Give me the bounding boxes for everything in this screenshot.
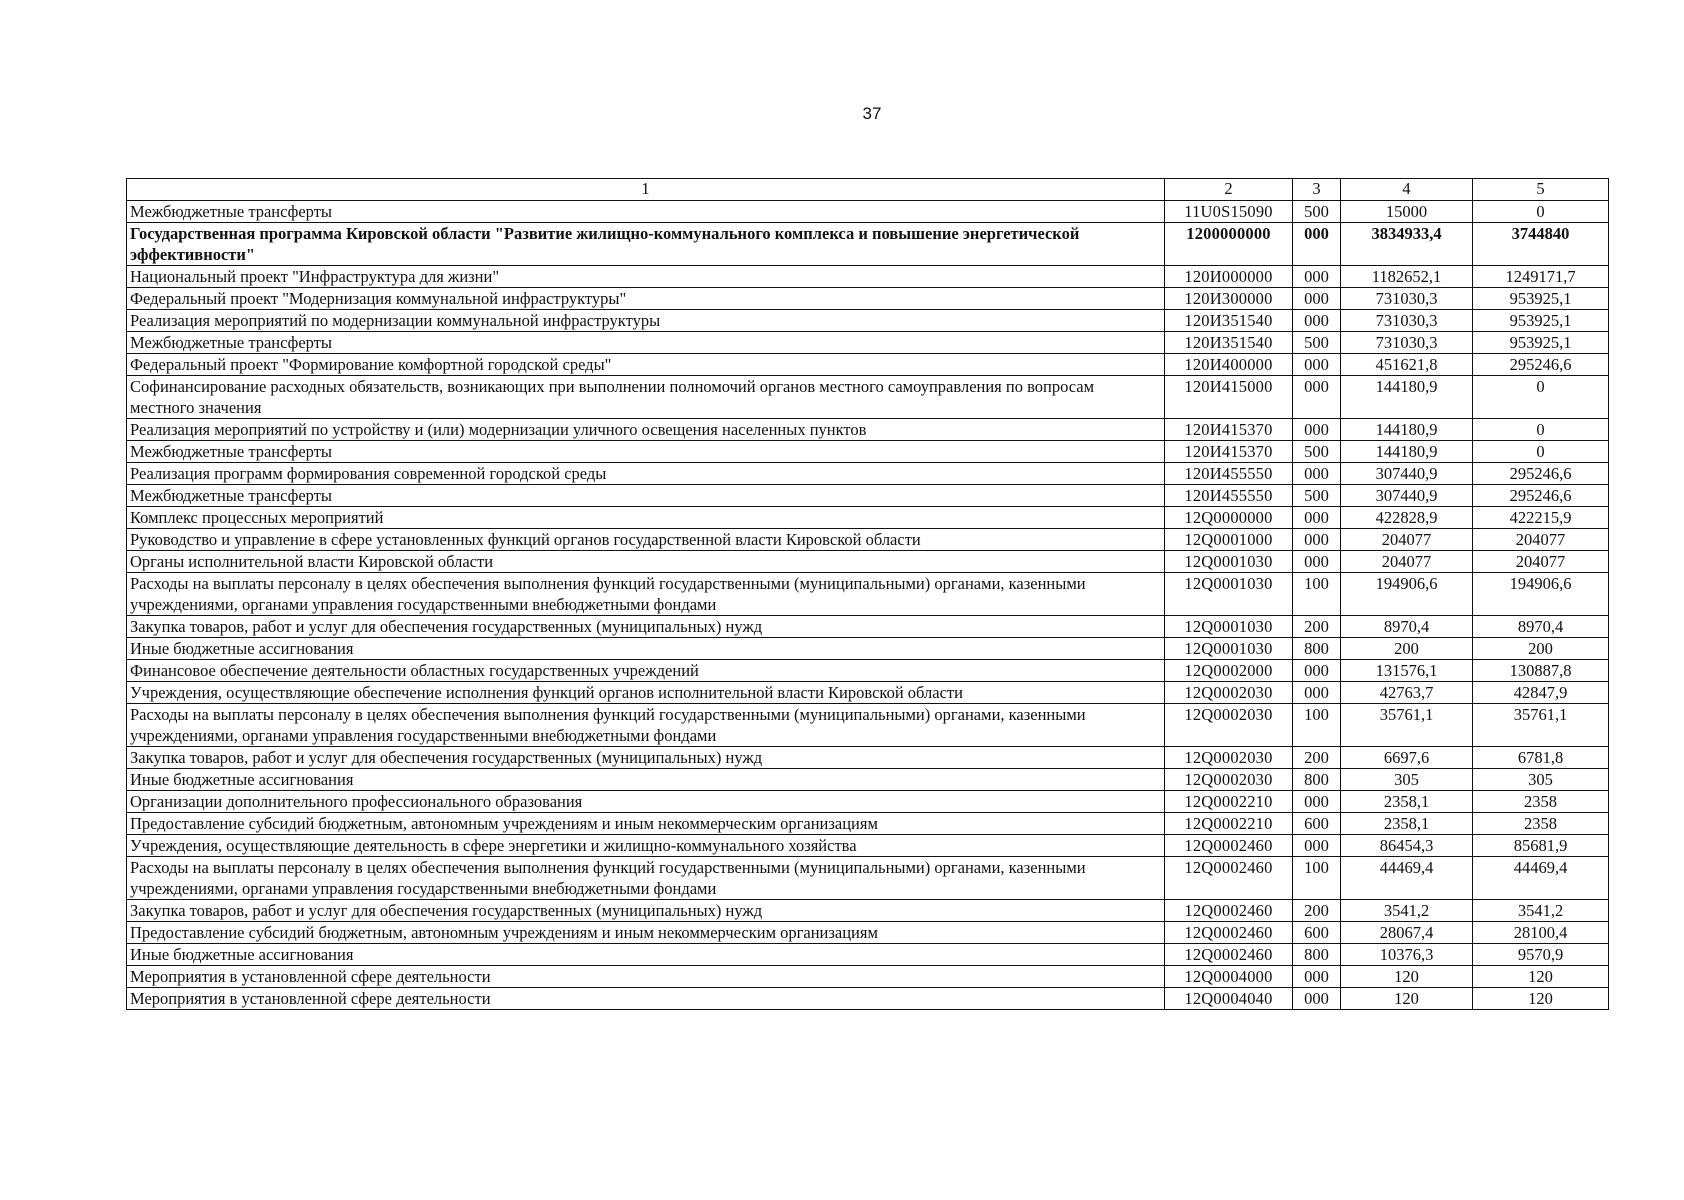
row-name-cell: Иные бюджетные ассигнования [127, 944, 1165, 966]
row-code-cell: 12Q0002460 [1165, 944, 1293, 966]
table-row [127, 704, 1609, 747]
row-value-col4-cell: 3834933,4 [1341, 223, 1473, 266]
row-code-cell: 120И455550 [1165, 485, 1293, 507]
row-kind-cell: 000 [1293, 266, 1341, 288]
row-code-cell: 12Q0001000 [1165, 529, 1293, 551]
row-value-col5-cell: 2358 [1473, 791, 1609, 813]
row-value-col4-cell: 731030,3 [1341, 288, 1473, 310]
row-kind-cell: 800 [1293, 638, 1341, 660]
table-row [127, 551, 1609, 573]
row-value-col4-cell: 731030,3 [1341, 332, 1473, 354]
row-value-col4-cell: 35761,1 [1341, 704, 1473, 747]
row-name-cell: Предоставление субсидий бюджетным, автономным учреждениям и иным некоммерческим организациям [127, 813, 1165, 835]
row-kind-cell: 000 [1293, 966, 1341, 988]
row-name-cell: Расходы на выплаты персоналу в целях обеспечения выполнения функций государственными (муниципальными) органами, казенными учреждениями, органами управления государственными внебюджетными фондами [127, 704, 1165, 747]
row-code-cell: 12Q0002460 [1165, 922, 1293, 944]
row-value-col5-cell: 2358 [1473, 813, 1609, 835]
row-value-col5-cell: 295246,6 [1473, 354, 1609, 376]
row-kind-cell: 000 [1293, 660, 1341, 682]
row-value-col4-cell: 204077 [1341, 551, 1473, 573]
row-kind-cell: 000 [1293, 551, 1341, 573]
row-code-cell: 120И415000 [1165, 376, 1293, 419]
table-row [127, 638, 1609, 660]
row-kind-cell: 000 [1293, 310, 1341, 332]
row-value-col4-cell: 15000 [1341, 201, 1473, 223]
row-value-col5-cell: 0 [1473, 201, 1609, 223]
row-name-cell: Софинансирование расходных обязательств, возникающих при выполнении полномочий органов местного самоуправления по вопросам местного значения [127, 376, 1165, 419]
row-value-col5-cell: 3744840 [1473, 223, 1609, 266]
row-value-col5-cell: 130887,8 [1473, 660, 1609, 682]
row-value-col4-cell: 131576,1 [1341, 660, 1473, 682]
table-row [127, 791, 1609, 813]
row-value-col4-cell: 144180,9 [1341, 441, 1473, 463]
row-code-cell: 12Q0002210 [1165, 791, 1293, 813]
row-value-col5-cell: 1249171,7 [1473, 266, 1609, 288]
row-kind-cell: 100 [1293, 573, 1341, 616]
row-name-cell: Федеральный проект "Модернизация коммунальной инфраструктуры" [127, 288, 1165, 310]
row-code-cell: 12Q0002460 [1165, 857, 1293, 900]
row-value-col4-cell: 307440,9 [1341, 485, 1473, 507]
row-kind-cell: 600 [1293, 813, 1341, 835]
row-code-cell: 12Q0004040 [1165, 988, 1293, 1010]
row-value-col5-cell: 85681,9 [1473, 835, 1609, 857]
row-value-col4-cell: 307440,9 [1341, 463, 1473, 485]
row-value-col4-cell: 422828,9 [1341, 507, 1473, 529]
row-value-col4-cell: 144180,9 [1341, 376, 1473, 419]
row-value-col5-cell: 295246,6 [1473, 485, 1609, 507]
row-value-col4-cell: 44469,4 [1341, 857, 1473, 900]
row-code-cell: 12Q0000000 [1165, 507, 1293, 529]
row-kind-cell: 000 [1293, 507, 1341, 529]
row-code-cell: 12Q0002030 [1165, 747, 1293, 769]
row-kind-cell: 200 [1293, 900, 1341, 922]
row-name-cell: Предоставление субсидий бюджетным, автономным учреждениям и иным некоммерческим организациям [127, 922, 1165, 944]
row-name-cell: Межбюджетные трансферты [127, 332, 1165, 354]
table-row [127, 201, 1609, 223]
row-value-col5-cell: 953925,1 [1473, 288, 1609, 310]
row-value-col4-cell: 86454,3 [1341, 835, 1473, 857]
row-value-col4-cell: 3541,2 [1341, 900, 1473, 922]
row-name-cell: Комплекс процессных мероприятий [127, 507, 1165, 529]
row-name-cell: Учреждения, осуществляющие обеспечение исполнения функций органов исполнительной власти Кировской области [127, 682, 1165, 704]
row-name-cell: Межбюджетные трансферты [127, 485, 1165, 507]
row-value-col4-cell: 204077 [1341, 529, 1473, 551]
table-row [127, 310, 1609, 332]
row-name-cell: Учреждения, осуществляющие деятельность в сфере энергетики и жилищно-коммунального хозяйства [127, 835, 1165, 857]
row-value-col5-cell: 120 [1473, 988, 1609, 1010]
row-kind-cell: 000 [1293, 988, 1341, 1010]
row-value-col5-cell: 204077 [1473, 529, 1609, 551]
row-value-col5-cell: 422215,9 [1473, 507, 1609, 529]
row-value-col5-cell: 6781,8 [1473, 747, 1609, 769]
table-row [127, 223, 1609, 266]
row-name-cell: Закупка товаров, работ и услуг для обеспечения государственных (муниципальных) нужд [127, 747, 1165, 769]
row-value-col5-cell: 953925,1 [1473, 310, 1609, 332]
row-name-cell: Финансовое обеспечение деятельности областных государственных учреждений [127, 660, 1165, 682]
row-value-col5-cell: 35761,1 [1473, 704, 1609, 747]
row-kind-cell: 200 [1293, 747, 1341, 769]
table-row [127, 507, 1609, 529]
row-value-col4-cell: 8970,4 [1341, 616, 1473, 638]
header-col-3: 3 [1293, 179, 1341, 201]
row-name-cell: Органы исполнительной власти Кировской области [127, 551, 1165, 573]
row-code-cell: 12Q0002210 [1165, 813, 1293, 835]
table-row [127, 266, 1609, 288]
table-row [127, 376, 1609, 419]
row-code-cell: 120И300000 [1165, 288, 1293, 310]
table-row [127, 288, 1609, 310]
row-value-col5-cell: 200 [1473, 638, 1609, 660]
row-code-cell: 12Q0002460 [1165, 900, 1293, 922]
row-code-cell: 120И400000 [1165, 354, 1293, 376]
row-kind-cell: 500 [1293, 332, 1341, 354]
row-kind-cell: 100 [1293, 704, 1341, 747]
row-value-col5-cell: 204077 [1473, 551, 1609, 573]
row-kind-cell: 000 [1293, 419, 1341, 441]
row-kind-cell: 600 [1293, 922, 1341, 944]
row-kind-cell: 000 [1293, 463, 1341, 485]
row-name-cell: Мероприятия в установленной сфере деятельности [127, 966, 1165, 988]
row-value-col5-cell: 305 [1473, 769, 1609, 791]
row-code-cell: 12Q0002000 [1165, 660, 1293, 682]
row-name-cell: Федеральный проект "Формирование комфортной городской среды" [127, 354, 1165, 376]
row-kind-cell: 200 [1293, 616, 1341, 638]
row-value-col5-cell: 42847,9 [1473, 682, 1609, 704]
row-value-col5-cell: 194906,6 [1473, 573, 1609, 616]
row-value-col4-cell: 1182652,1 [1341, 266, 1473, 288]
row-code-cell: 12Q0001030 [1165, 616, 1293, 638]
table-body [127, 201, 1609, 1010]
row-value-col4-cell: 120 [1341, 966, 1473, 988]
table-row [127, 966, 1609, 988]
table-row [127, 573, 1609, 616]
row-name-cell: Реализация мероприятий по устройству и (или) модернизации уличного освещения населенных пунктов [127, 419, 1165, 441]
row-value-col4-cell: 10376,3 [1341, 944, 1473, 966]
row-value-col5-cell: 0 [1473, 441, 1609, 463]
row-code-cell: 12Q0004000 [1165, 966, 1293, 988]
table-row [127, 922, 1609, 944]
table-row [127, 529, 1609, 551]
row-kind-cell: 000 [1293, 376, 1341, 419]
row-code-cell: 120И000000 [1165, 266, 1293, 288]
row-value-col5-cell: 953925,1 [1473, 332, 1609, 354]
row-name-cell: Межбюджетные трансферты [127, 441, 1165, 463]
row-kind-cell: 000 [1293, 835, 1341, 857]
row-value-col4-cell: 2358,1 [1341, 791, 1473, 813]
row-value-col4-cell: 144180,9 [1341, 419, 1473, 441]
row-code-cell: 12Q0001030 [1165, 573, 1293, 616]
row-value-col5-cell: 0 [1473, 376, 1609, 419]
row-name-cell: Иные бюджетные ассигнования [127, 638, 1165, 660]
row-value-col5-cell: 8970,4 [1473, 616, 1609, 638]
table-row [127, 354, 1609, 376]
row-value-col5-cell: 295246,6 [1473, 463, 1609, 485]
table-row [127, 769, 1609, 791]
page-number: 37 [862, 104, 882, 123]
row-name-cell: Иные бюджетные ассигнования [127, 769, 1165, 791]
row-kind-cell: 000 [1293, 682, 1341, 704]
row-value-col5-cell: 120 [1473, 966, 1609, 988]
table-row [127, 857, 1609, 900]
row-code-cell: 12Q0002030 [1165, 682, 1293, 704]
row-name-cell: Расходы на выплаты персоналу в целях обеспечения выполнения функций государственными (муниципальными) органами, казенными учреждениями, органами управления государственными внебюджетными фондами [127, 573, 1165, 616]
table-row [127, 332, 1609, 354]
row-code-cell: 12Q0002030 [1165, 769, 1293, 791]
row-code-cell: 12Q0002460 [1165, 835, 1293, 857]
row-name-cell: Межбюджетные трансферты [127, 201, 1165, 223]
table-row [127, 813, 1609, 835]
budget-table [126, 178, 1609, 1010]
table-row [127, 419, 1609, 441]
row-value-col4-cell: 120 [1341, 988, 1473, 1010]
row-name-cell: Организации дополнительного профессионального образования [127, 791, 1165, 813]
row-name-cell: Мероприятия в установленной сфере деятельности [127, 988, 1165, 1010]
row-code-cell: 120И415370 [1165, 419, 1293, 441]
row-kind-cell: 800 [1293, 944, 1341, 966]
row-code-cell: 120И351540 [1165, 310, 1293, 332]
table-row [127, 616, 1609, 638]
table-row [127, 463, 1609, 485]
row-code-cell: 1200000000 [1165, 223, 1293, 266]
row-kind-cell: 000 [1293, 354, 1341, 376]
row-code-cell: 11U0S15090 [1165, 201, 1293, 223]
row-value-col4-cell: 2358,1 [1341, 813, 1473, 835]
table-row [127, 747, 1609, 769]
row-kind-cell: 800 [1293, 769, 1341, 791]
table-row [127, 441, 1609, 463]
row-value-col4-cell: 200 [1341, 638, 1473, 660]
row-kind-cell: 000 [1293, 791, 1341, 813]
header-col-2: 2 [1165, 179, 1293, 201]
row-value-col5-cell: 0 [1473, 419, 1609, 441]
row-value-col4-cell: 305 [1341, 769, 1473, 791]
row-value-col4-cell: 731030,3 [1341, 310, 1473, 332]
row-name-cell: Реализация программ формирования современной городской среды [127, 463, 1165, 485]
row-value-col5-cell: 44469,4 [1473, 857, 1609, 900]
row-name-cell: Национальный проект "Инфраструктура для жизни" [127, 266, 1165, 288]
row-name-cell: Руководство и управление в сфере установленных функций органов государственной власти Кировской области [127, 529, 1165, 551]
table-row [127, 944, 1609, 966]
row-code-cell: 120И455550 [1165, 463, 1293, 485]
row-kind-cell: 000 [1293, 223, 1341, 266]
row-value-col4-cell: 42763,7 [1341, 682, 1473, 704]
table-row [127, 682, 1609, 704]
row-name-cell: Государственная программа Кировской области "Развитие жилищно-коммунального комплекса и повышение энергетической эффективности" [127, 223, 1165, 266]
row-kind-cell: 000 [1293, 288, 1341, 310]
row-name-cell: Закупка товаров, работ и услуг для обеспечения государственных (муниципальных) нужд [127, 900, 1165, 922]
header-col-1: 1 [127, 179, 1165, 201]
header-row [127, 179, 1609, 201]
row-kind-cell: 500 [1293, 201, 1341, 223]
row-name-cell: Реализация мероприятий по модернизации коммунальной инфраструктуры [127, 310, 1165, 332]
table-row [127, 660, 1609, 682]
row-kind-cell: 500 [1293, 441, 1341, 463]
header-col-4: 4 [1341, 179, 1473, 201]
row-kind-cell: 000 [1293, 529, 1341, 551]
table-row [127, 485, 1609, 507]
row-value-col4-cell: 194906,6 [1341, 573, 1473, 616]
row-name-cell: Закупка товаров, работ и услуг для обеспечения государственных (муниципальных) нужд [127, 616, 1165, 638]
row-code-cell: 12Q0002030 [1165, 704, 1293, 747]
row-value-col4-cell: 6697,6 [1341, 747, 1473, 769]
row-code-cell: 12Q0001030 [1165, 551, 1293, 573]
table-row [127, 900, 1609, 922]
table-header [127, 179, 1609, 201]
row-code-cell: 120И415370 [1165, 441, 1293, 463]
table-row [127, 835, 1609, 857]
row-value-col5-cell: 28100,4 [1473, 922, 1609, 944]
row-code-cell: 120И351540 [1165, 332, 1293, 354]
row-value-col5-cell: 3541,2 [1473, 900, 1609, 922]
row-kind-cell: 100 [1293, 857, 1341, 900]
row-value-col5-cell: 9570,9 [1473, 944, 1609, 966]
row-value-col4-cell: 28067,4 [1341, 922, 1473, 944]
row-kind-cell: 500 [1293, 485, 1341, 507]
row-code-cell: 12Q0001030 [1165, 638, 1293, 660]
row-name-cell: Расходы на выплаты персоналу в целях обеспечения выполнения функций государственными (муниципальными) органами, казенными учреждениями, органами управления государственными внебюджетными фондами [127, 857, 1165, 900]
table-row [127, 988, 1609, 1010]
row-value-col4-cell: 451621,8 [1341, 354, 1473, 376]
header-col-5: 5 [1473, 179, 1609, 201]
